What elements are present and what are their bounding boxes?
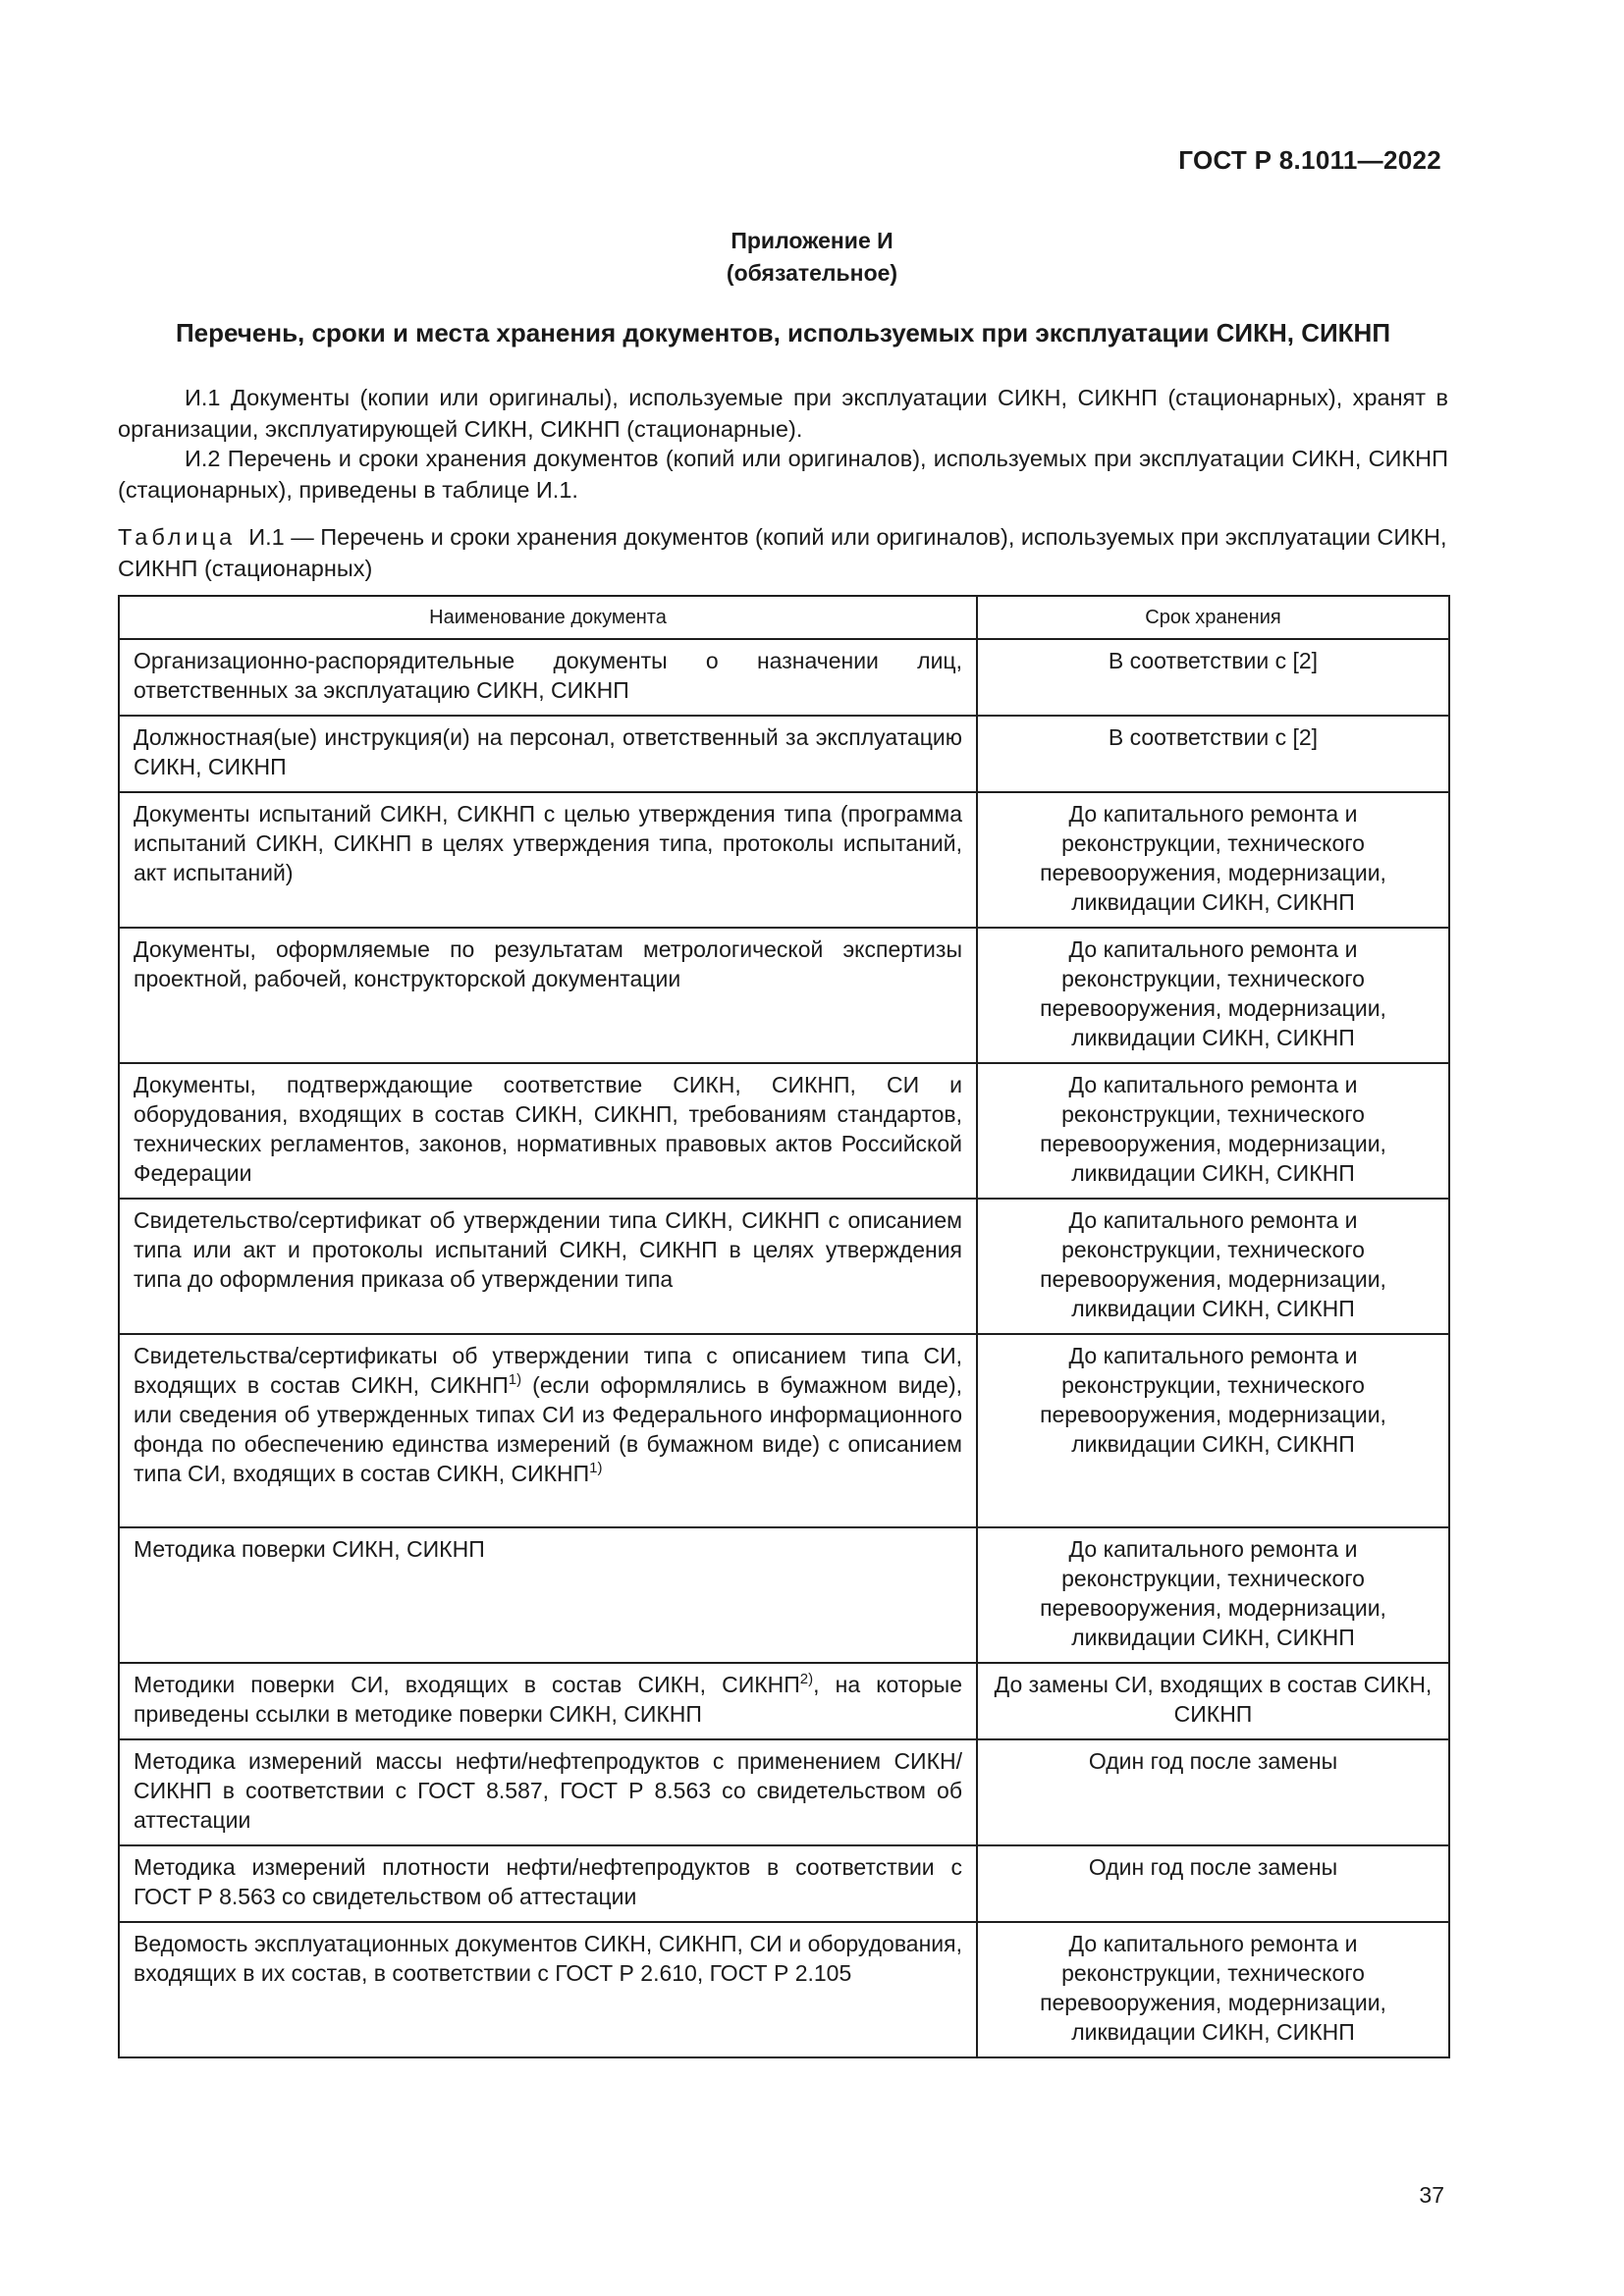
appendix-status: (обязательное) — [726, 260, 898, 286]
document-name-cell — [119, 1663, 977, 1739]
page-number: 37 — [1419, 2182, 1444, 2208]
table-caption — [118, 521, 1448, 584]
retention-term-cell: До капитального ремонта и реконструкции, технического перевооружения, модернизации, ликвидации СИКН, СИКНП — [977, 1527, 1449, 1663]
document-name-cell: Документы испытаний СИКН, СИКНП с целью утверждения типа (программа испытаний СИКН, СИКНП в целях утверждения типа, протоколы испытаний, акт испытаний) — [119, 792, 977, 928]
document-name-cell: Документы, подтверждающие соответствие СИКН, СИКНП, СИ и оборудования, входящих в состав СИКН, СИКНП, требованиям стандартов, технических регламентов, законов, нормативных правовых актов Российской Федерации — [119, 1063, 977, 1199]
document-name-cell: Свидетельство/сертификат об утверждении типа СИКН, СИКНП с описанием типа или акт и протоколы испытаний СИКН, СИКНП в целях утверждения типа до оформления приказа об утверждении типа — [119, 1199, 977, 1334]
table-row — [119, 1199, 1449, 1334]
retention-term-cell: Один год после замены — [977, 1739, 1449, 1845]
column-header-document-name: Наименование документа — [119, 596, 977, 639]
retention-term-cell: В соответствии с [2] — [977, 716, 1449, 792]
retention-term-cell: До капитального ремонта и реконструкции, технического перевооружения, модернизации, ликвидации СИКН, СИКНП — [977, 1922, 1449, 2057]
table-row — [119, 1063, 1449, 1199]
footnote-ref: 1) — [589, 1460, 603, 1476]
retention-term-cell: До капитального ремонта и реконструкции, технического перевооружения, модернизации, ликвидации СИКН, СИКНП — [977, 792, 1449, 928]
table-row — [119, 639, 1449, 716]
document-name-part: (если оформлялись в бумажном виде), или сведения об утвержденных типах СИ из Федерального информационного фонда по обеспечению единства измерений (в бумажном виде) с описанием типа СИ, входящих в состав СИКН, СИКНП — [134, 1372, 962, 1486]
table-row — [119, 928, 1449, 1063]
document-name-cell: Организационно-распорядительные документы о назначении лиц, ответственных за эксплуатацию СИКН, СИКНП — [119, 639, 977, 716]
document-name-cell: Документы, оформляемые по результатам метрологической экспертизы проектной, рабочей, конструкторской документации — [119, 928, 977, 1063]
retention-term-cell: До капитального ремонта и реконструкции, технического перевооружения, модернизации, ликвидации СИКН, СИКНП — [977, 1199, 1449, 1334]
table-row — [119, 1527, 1449, 1663]
retention-term-cell: В соответствии с [2] — [977, 639, 1449, 716]
retention-term-cell: Один год после замены — [977, 1845, 1449, 1922]
appendix-title: Приложение И — [731, 228, 893, 253]
document-name-cell — [119, 1334, 977, 1527]
table-header-row — [119, 596, 1449, 639]
footnote-ref: 2) — [799, 1671, 814, 1687]
table-row — [119, 1845, 1449, 1922]
table-row — [119, 1739, 1449, 1845]
retention-term-cell: До замены СИ, входящих в состав СИКН, СИКНП — [977, 1663, 1449, 1739]
table-row — [119, 1663, 1449, 1739]
document-name-cell: Должностная(ые) инструкция(и) на персонал, ответственный за эксплуатацию СИКН, СИКНП — [119, 716, 977, 792]
column-header-retention-term: Срок хранения — [977, 596, 1449, 639]
document-name-cell: Методика измерений массы нефти/нефтепродуктов с применением СИКН/СИКНП в соответствии с ГОСТ 8.587, ГОСТ Р 8.563 со свидетельством об аттестации — [119, 1739, 977, 1845]
paragraph-i1: И.1 Документы (копии или оригиналы), используемые при эксплуатации СИКН, СИКНП (стационарных), хранят в организации, эксплуатирующей СИКН, СИКНП (стационарные). — [118, 385, 1448, 442]
footnote-ref: 1) — [508, 1371, 522, 1388]
table-row — [119, 792, 1449, 928]
document-name-part: Свидетельства/сертификаты об утверждении типа с описанием типа СИ, входящих в состав СИКН, СИКНП — [134, 1343, 962, 1398]
paragraph-i2: И.2 Перечень и сроки хранения документов (копий или оригиналов), используемых при эксплуатации СИКН, СИКНП (стационарных), приведены в таблице И.1. — [118, 446, 1448, 503]
document-name-cell: Методика измерений плотности нефти/нефтепродуктов в соответствии с ГОСТ Р 8.563 со свидетельством об аттестации — [119, 1845, 977, 1922]
standard-code: ГОСТ Р 8.1011—2022 — [1178, 145, 1441, 175]
retention-term-cell: До капитального ремонта и реконструкции, технического перевооружения, модернизации, ликвидации СИКН, СИКНП — [977, 1334, 1449, 1527]
retention-term-cell: До капитального ремонта и реконструкции, технического перевооружения, модернизации, ликвидации СИКН, СИКНП — [977, 1063, 1449, 1199]
table-caption-label: Таблица — [118, 524, 237, 550]
document-name-cell: Методика поверки СИКН, СИКНП — [119, 1527, 977, 1663]
retention-term-cell: До капитального ремонта и реконструкции, технического перевооружения, модернизации, ликвидации СИКН, СИКНП — [977, 928, 1449, 1063]
document-name-part: , на которые приведены ссылки в методике поверки СИКН, СИКНП — [134, 1672, 962, 1727]
documents-table — [118, 595, 1450, 2058]
table-row — [119, 716, 1449, 792]
table-caption-text: И.1 — Перечень и сроки хранения документов (копий или оригиналов), используемых при эксплуатации СИКН, СИКНП (стационарных) — [118, 524, 1447, 581]
table-row — [119, 1334, 1449, 1527]
table-row — [119, 1922, 1449, 2057]
document-name-part: Методики поверки СИ, входящих в состав СИКН, СИКНП — [134, 1672, 800, 1697]
appendix-heading — [0, 225, 1624, 290]
section-title: Перечень, сроки и места хранения документов, используемых при эксплуатации СИКН, СИКНП — [175, 318, 1391, 347]
document-name-cell: Ведомость эксплуатационных документов СИКН, СИКНП, СИ и оборудования, входящих в их состав, в соответствии с ГОСТ Р 2.610, ГОСТ Р 2.105 — [119, 1922, 977, 2057]
